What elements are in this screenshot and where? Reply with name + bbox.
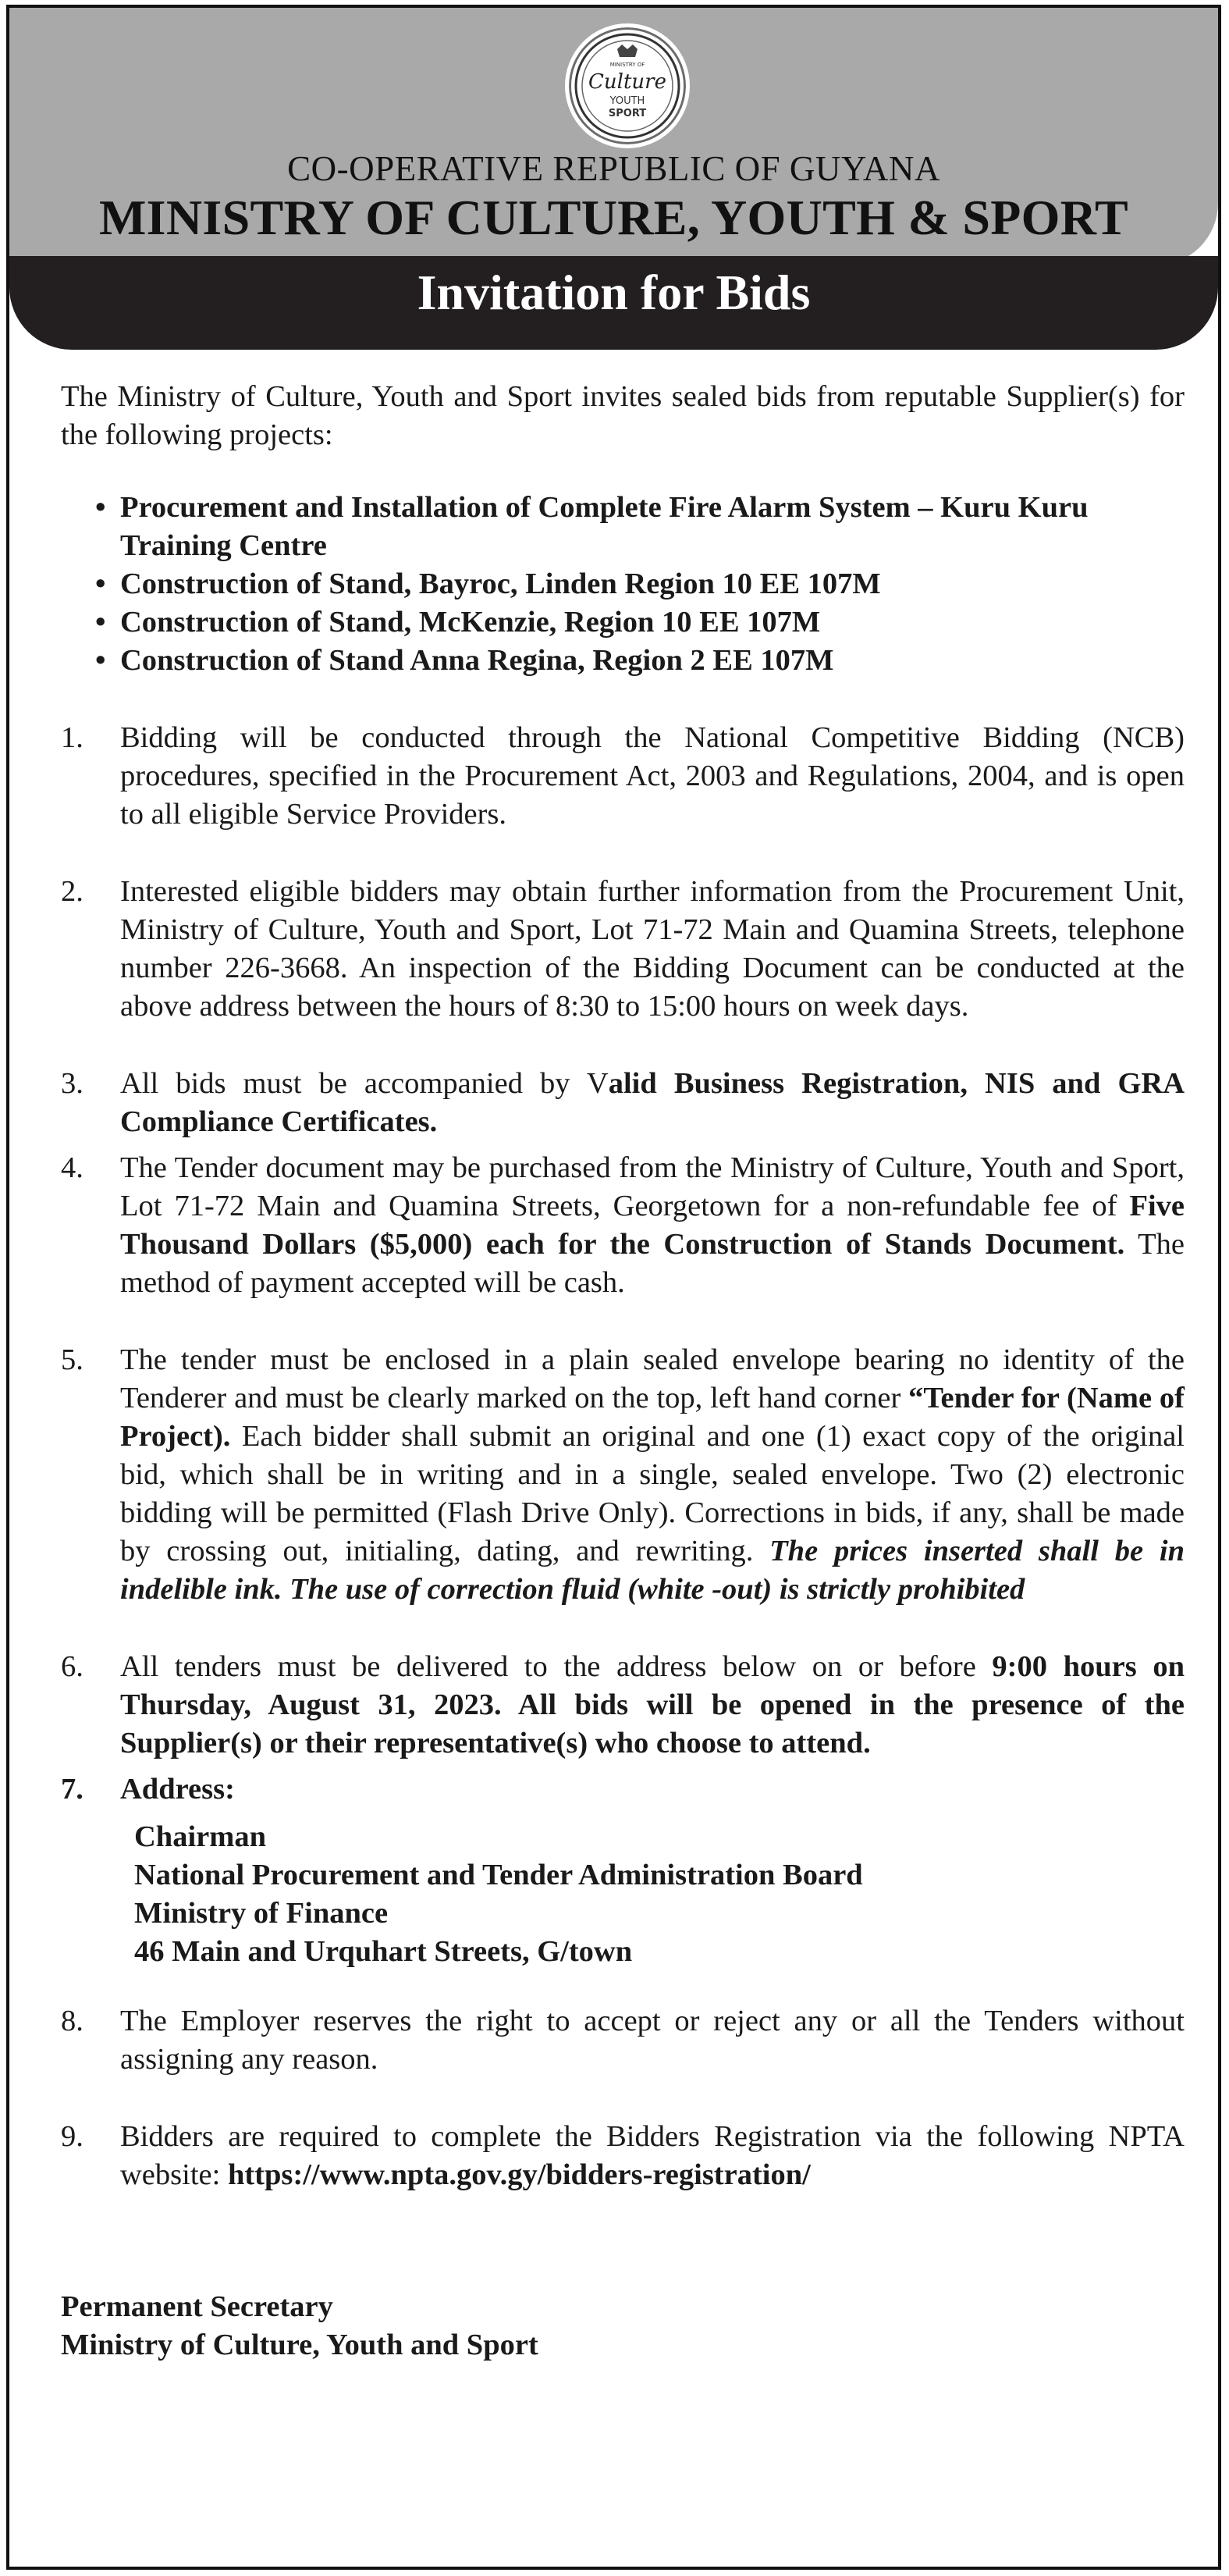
seal-small-text: MINISTRY OF — [609, 62, 645, 68]
item-text: All bids must be accompanied by V — [120, 1067, 609, 1100]
project-list — [61, 489, 1185, 680]
condition-item-5 — [61, 1341, 1185, 1609]
condition-item-3 — [61, 1065, 1185, 1141]
item-bold-text: Address: — [120, 1773, 235, 1806]
item-number: 9. — [61, 2120, 83, 2153]
project-item: • Procurement and Installation of Complete Fire Alarm System – Kuru Kuru Training Centre — [61, 489, 1185, 565]
item-text: All tenders must be delivered to the address below on or before — [120, 1650, 993, 1683]
notice-body — [61, 378, 1185, 2364]
seal-emblem-icon — [569, 27, 686, 144]
item-bold-text: alid Business Registration, NIS and GRA Compliance Certificates. — [120, 1067, 1185, 1138]
item-text-continued: The method of payment accepted will be cash. — [120, 1228, 1185, 1299]
page-title: Invitation for Bids — [417, 265, 811, 320]
item-number: 2. — [61, 875, 83, 908]
item-number: 3. — [61, 1067, 83, 1100]
item-number: 6. — [61, 1650, 83, 1683]
signatory-ministry: Ministry of Culture, Youth and Sport — [61, 2329, 538, 2361]
project-item: • Construction of Stand Anna Regina, Region 2 EE 107M — [61, 642, 1185, 680]
item-bold-text: Five Thousand Dollars ($5,000) each for the Construction of Stands Document. — [120, 1190, 1185, 1261]
advert-frame — [6, 5, 1221, 2570]
condition-item-7 — [61, 1770, 1185, 1971]
condition-item-8 — [61, 2002, 1185, 2079]
condition-item-1 — [61, 719, 1185, 834]
seal-youth-text: YOUTH — [609, 95, 645, 107]
conditions-list — [61, 719, 1185, 2194]
condition-item-6 — [61, 1648, 1185, 1763]
address-line: 46 Main and Urquhart Streets, G/town — [134, 1935, 633, 1968]
address-block — [134, 1818, 1185, 1971]
item-text: The Employer reserves the right to accept or reject any or all the Tenders without assigning any reason. — [120, 2005, 1185, 2076]
condition-item-9 — [61, 2118, 1185, 2194]
project-item: • Construction of Stand, Bayroc, Linden Region 10 EE 107M — [61, 565, 1185, 603]
ministry-seal-logo — [565, 23, 690, 148]
item-text-continued: Each bidder shall submit an original and one (1) exact copy of the original bid, which shall be in writing and in a single, sealed envelope. Two (2) electronic bidding will be permitted (Flash Drive Only). Corrections in bids, if any, shall be made by crossing out, initialing, dating, and rewriting. — [120, 1420, 1185, 1567]
item-text: Interested eligible bidders may obtain further information from the Procurement Unit, Ministry of Culture, Youth and Sport, Lot 71-72 Main and Quamina Streets, telephone number 226-3668. An inspection of the Bidding Document can be conducted at the above address between the hours of 8:30 to 15:00 hours on week days. — [120, 875, 1185, 1023]
item-text: Bidders are required to complete the Bidders Registration via the following NPTA website: — [120, 2120, 1185, 2191]
condition-item-4 — [61, 1149, 1185, 1302]
item-text: Bidding will be conducted through the National Competitive Bidding (NCB) procedures, specified in the Procurement Act, 2003 and Regulations, 2004, and is open to all eligible Service Providers. — [120, 721, 1185, 831]
intro-paragraph: The Ministry of Culture, Youth and Sport invites sealed bids from reputable Supplier(s) for the following projects: — [61, 380, 1185, 451]
item-number: 7. — [61, 1773, 83, 1806]
signature-block — [61, 2288, 1185, 2364]
item-text: The Tender document may be purchased from the Ministry of Culture, Youth and Sport, Lot 71-72 Main and Quamina Streets, Georgetown for a non-refundable fee of — [120, 1151, 1185, 1222]
item-bold-text: 9:00 hours on Thursday, August 31, 2023. All bids will be opened in the presence of the Supplier(s) or their representative(s) who choose to attend. — [120, 1650, 1185, 1759]
seal-sport-text: SPORT — [608, 108, 647, 119]
item-number: 8. — [61, 2005, 83, 2037]
item-text: The tender must be enclosed in a plain sealed envelope bearing no identity of the Tenderer and must be clearly marked on the top, left hand corner — [120, 1343, 1185, 1414]
item-bold-italic-text: The prices inserted shall be in indelible ink. The use of correction fluid (white -out) is strictly prohibited — [120, 1535, 1185, 1606]
signatory-title: Permanent Secretary — [61, 2290, 333, 2323]
project-item: • Construction of Stand, McKenzie, Region 10 EE 107M — [61, 603, 1185, 642]
item-bold-text: “Tender for (Name of Project). — [120, 1382, 1185, 1453]
country-heading: CO-OPERATIVE REPUBLIC OF GUYANA — [287, 149, 940, 188]
registration-link[interactable]: https://www.npta.gov.gy/bidders-registration/ — [227, 2158, 811, 2191]
address-line: Ministry of Finance — [134, 1897, 389, 1930]
address-line: Chairman — [134, 1820, 266, 1853]
seal-script-text: Culture — [588, 70, 666, 94]
ministry-heading: MINISTRY OF CULTURE, YOUTH & SPORT — [98, 190, 1129, 245]
item-number: 4. — [61, 1151, 83, 1184]
item-number: 1. — [61, 721, 83, 754]
item-number: 5. — [61, 1343, 83, 1376]
condition-item-2 — [61, 873, 1185, 1026]
address-line: National Procurement and Tender Administration Board — [134, 1859, 863, 1891]
